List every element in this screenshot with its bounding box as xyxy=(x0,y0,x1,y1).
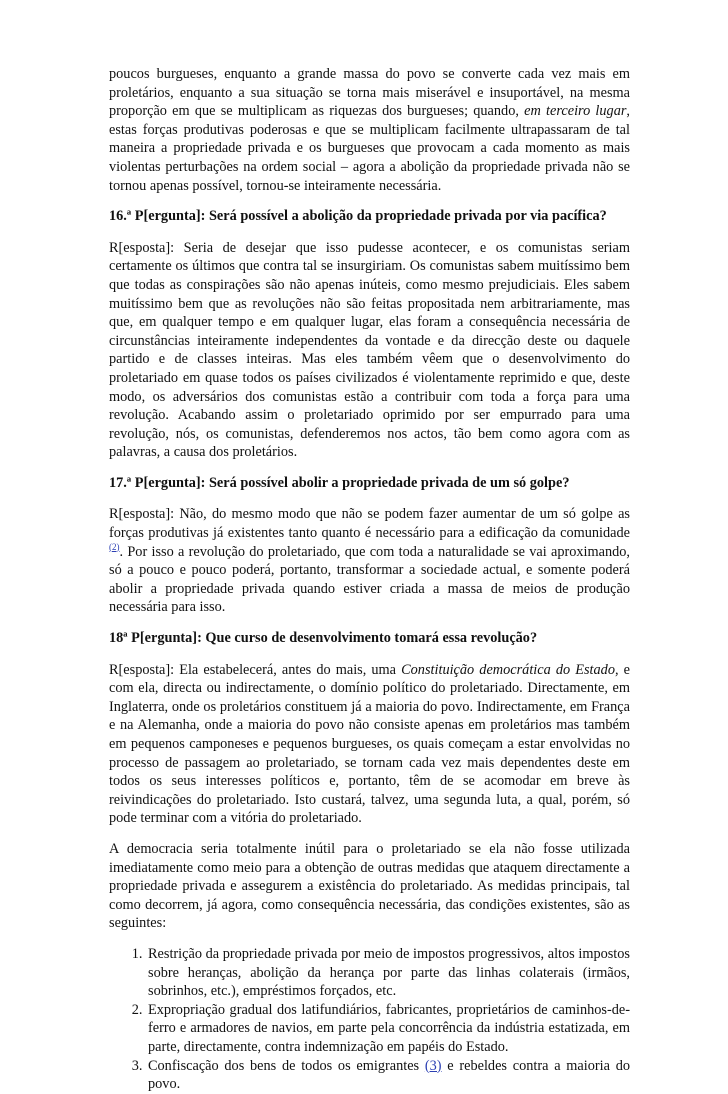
emphasis: Constituição democrática do Estado xyxy=(401,661,615,678)
footnote-link-3[interactable]: (3) xyxy=(424,1057,442,1074)
answer-16: R[esposta]: Seria de desejar que isso pudesse acontecer, e os comunistas seriam certamente os últimos que contra tal se insurgiriam. Os comunistas sabem muitíssimo bem que todas as conspirações são não apenas inúteis, como mesmo prejudiciais. Eles sabem muitíssimo bem que as revoluções não são feitas propositada nem arbitrariamente, mas que, em qualquer tempo e em qualquer lugar, elas foram a consequência necessária de circunstâncias inteiramente independentes da vontade e da direcção deste ou daquele partido e de classes inteiras. Mas eles também vêem que o desenvolvimento do proletariado em quase todos os países civilizados é violentamente reprimido e que, deste modo, os adversários dos comunistas estão a contribuir com toda a força para uma revolução. Acabando assim o proletariado oprimido por ser empurrado para uma revolução, nós, os comunistas, defenderemos nos actos, tão bem como agora com as palavras, a causa dos proletários. xyxy=(109,239,630,461)
paragraph-intro: poucos burgueses, enquanto a grande massa do povo se converte cada vez mais em proletários, enquanto a sua situação se torna mais miserável e insuportável, na mesma proporção em que se multiplicam as riquezas dos burgueses; quando, em terceiro lugar, estas forças produtivas poderosas e que se multiplicam facilmente ultrapassaram de tal maneira a propriedade privada e os burgueses que provocam a cada momento as mais violentas perturbações na ordem social – agora a abolição da propriedade privada não se tornou apenas possível, tornou-se inteiramente necessária. xyxy=(109,66,630,194)
list-item: 3. Confiscação dos bens de todos os emigrantes (3) e rebeldes contra a maioria do povo. xyxy=(146,1057,630,1094)
list-item: 2. Expropriação gradual dos latifundiários, fabricantes, proprietários de caminhos-de-ferro e armadores de navios, em parte pela concorrência da indústria estatizada, em parte, directamente, contra indemnização em papéis do Estado. xyxy=(146,1001,630,1057)
question-16-heading: 16.ª P[ergunta]: Será possível a abolição da propriedade privada por via pacífica? xyxy=(109,208,607,225)
answer-17: R[esposta]: Não, do mesmo modo que não se podem fazer aumentar de um só golpe as forças produtivas já existentes tanto quanto é necessário para a edificação da comunidade $^{(2)}$. Por isso a revolução do proletariado, que com toda a naturalidade se vai aproximando, só a pouco e pouco poderá, portanto, transformar a sociedade actual, e somente poderá abolir a propriedade privada quando estiver criada a massa de meios de produção necessária para isso. xyxy=(109,506,630,616)
answer-18: R[esposta]: Ela estabelecerá, antes do mais, uma Constituição democrática do Estado, e com ela, directa ou indirectamente, o domínio político do proletariado. Directamente, em Inglaterra, onde os proletários constituem já a maioria do povo. Indirectamente, em França e na Alemanha, onde a maioria do povo não consiste apenas em proletários mas também em pequenos camponeses e pequenos burgueses, os quais começam a estar envolvidas no processo de passagem ao proletariado, se tornam cada vez mais dependentes deste em todos os seus interesses políticos e, portanto, têm de se acomodar em breve às reivindicações do proletariado. Isto custará, talvez, uma segunda luta, a qual, porém, só pode terminar com a vitória do proletariado. xyxy=(109,661,630,827)
document-page xyxy=(109,65,630,1094)
question-17-heading: 17.ª P[ergunta]: Será possível abolir a propriedade privada de um só golpe? xyxy=(109,474,570,491)
question-18-heading: 18ª P[ergunta]: Que curso de desenvolvimento tomará essa revolução? xyxy=(109,630,538,647)
footnote-link-2[interactable]: (2) xyxy=(109,541,120,552)
list-item: 1. Restrição da propriedade privada por meio de impostos progressivos, altos impostos sobre heranças, abolição da herança por parte das linhas colaterais (irmãos, sobrinhos, etc.), empréstimos forçados, etc. xyxy=(146,945,630,1001)
measures-list xyxy=(109,945,630,1094)
paragraph-democracy: A democracia seria totalmente inútil para o proletariado se ela não fosse utilizada imediatamente como meio para a obtenção de outras medidas que ataquem directamente a propriedade privada e assegurem a existência do proletariado. As medidas principais, tal como decorrem, já agora, como consequência necessária, das condições existentes, são as seguintes: xyxy=(109,840,630,932)
emphasis: em terceiro lugar xyxy=(524,103,627,120)
